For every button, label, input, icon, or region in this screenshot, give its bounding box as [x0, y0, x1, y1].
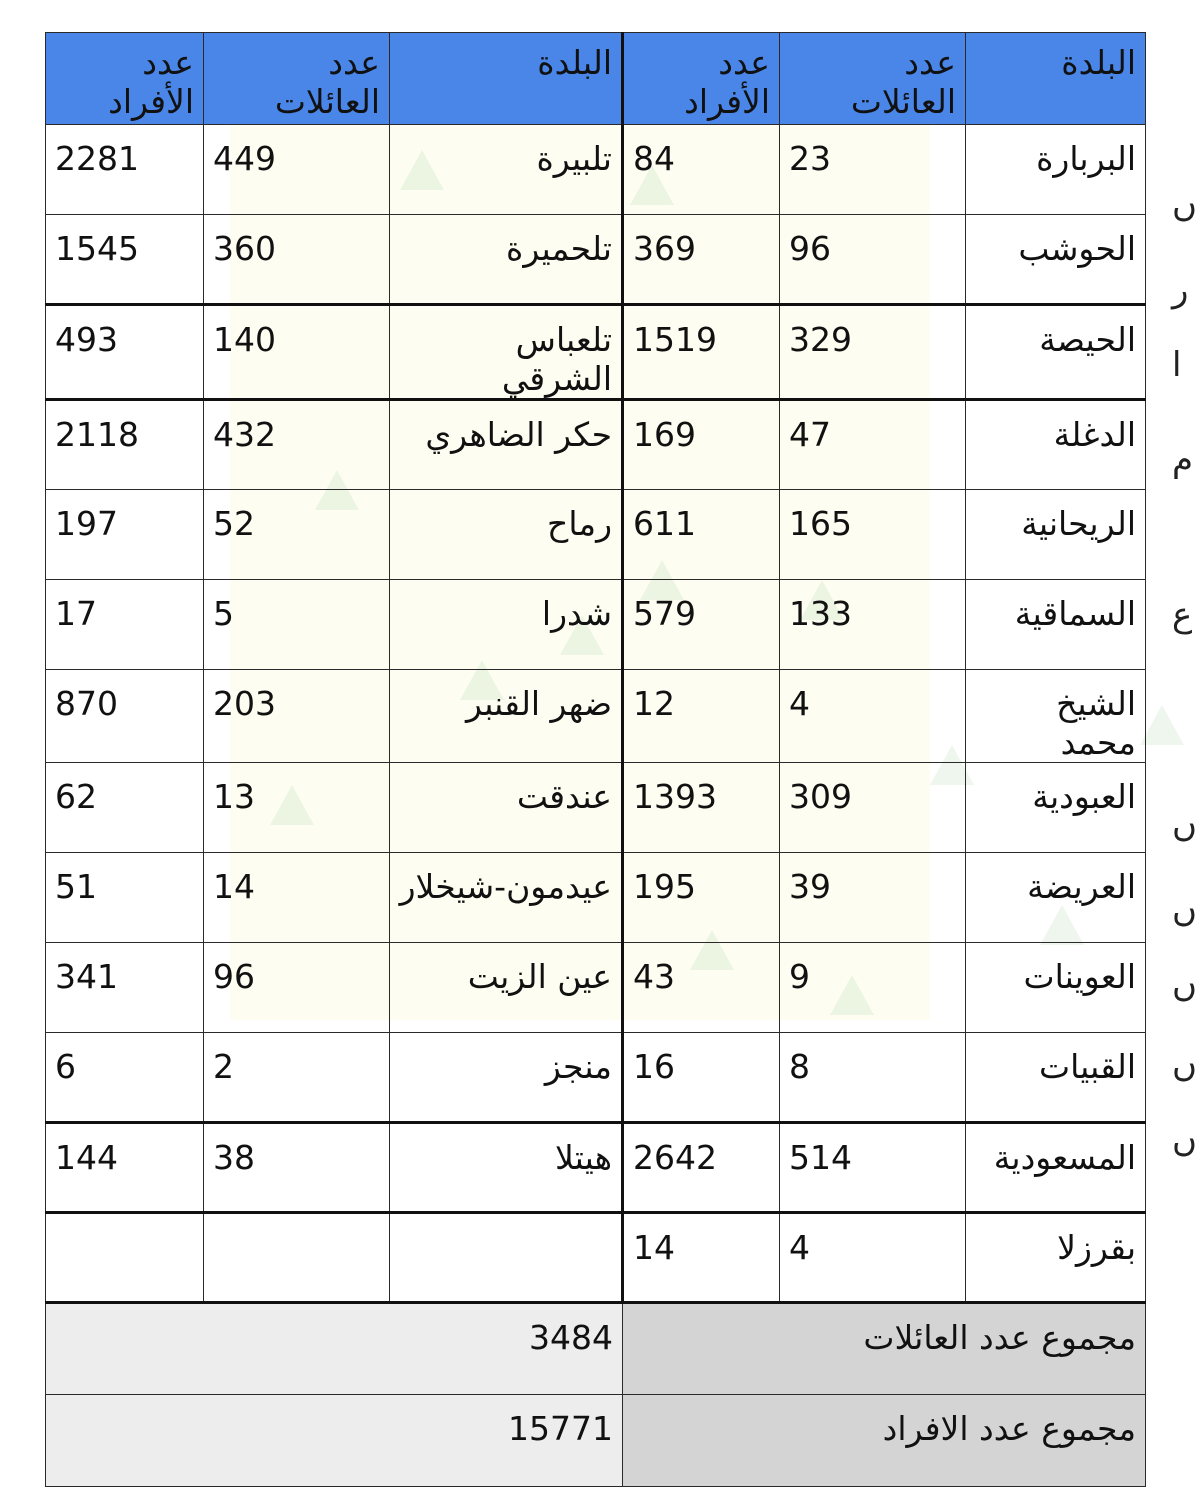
table-row — [46, 400, 1146, 490]
cell-town: ضهر القنبر — [390, 670, 623, 763]
total-people-value: 15771 — [46, 1395, 623, 1487]
header-row — [46, 33, 1146, 125]
cell-families: 203 — [204, 670, 390, 763]
cell-people: 169 — [623, 400, 780, 490]
cell-people: 14 — [623, 1213, 780, 1303]
cell-families: 432 — [204, 400, 390, 490]
cell-town: شدرا — [390, 580, 623, 670]
cell-town: الريحانية — [966, 490, 1146, 580]
table-row — [46, 305, 1146, 400]
table-row — [46, 853, 1146, 943]
cell-people: 43 — [623, 943, 780, 1033]
total-people-row — [46, 1395, 1146, 1487]
total-people-label: مجموع عدد الافراد — [623, 1395, 1146, 1487]
cell-people: 870 — [46, 670, 204, 763]
edge-glyph: ں — [1172, 1120, 1197, 1160]
cell-people: 51 — [46, 853, 204, 943]
cell-town: بقرزلا — [966, 1213, 1146, 1303]
cell-people: 2642 — [623, 1123, 780, 1213]
cell-town: تلبيرة — [390, 125, 623, 215]
edge-glyph: ں — [1172, 890, 1197, 930]
cell-town: العريضة — [966, 853, 1146, 943]
header-families-left: عدد العائلات — [204, 33, 390, 125]
cell-town: عندقت — [390, 763, 623, 853]
cell-town: رماح — [390, 490, 623, 580]
cell-town: منجز — [390, 1033, 623, 1123]
table-row — [46, 1123, 1146, 1213]
cell-people: 1545 — [46, 215, 204, 305]
cell-families: 38 — [204, 1123, 390, 1213]
table-row — [46, 580, 1146, 670]
cell-families: 4 — [780, 1213, 966, 1303]
cell-people: 1519 — [623, 305, 780, 400]
cell-people: 17 — [46, 580, 204, 670]
cell-town: الدغلة — [966, 400, 1146, 490]
edge-glyph: ا — [1172, 345, 1182, 385]
edge-glyph: ں — [1172, 185, 1197, 225]
cell-people: 84 — [623, 125, 780, 215]
cell-town — [390, 1213, 623, 1303]
edge-glyph: م — [1172, 440, 1194, 480]
cell-people: 12 — [623, 670, 780, 763]
cell-families: 140 — [204, 305, 390, 400]
cell-people: 2281 — [46, 125, 204, 215]
cell-people: 611 — [623, 490, 780, 580]
cell-families: 449 — [204, 125, 390, 215]
table-row — [46, 125, 1146, 215]
cell-people: 1393 — [623, 763, 780, 853]
cell-town: العوينات — [966, 943, 1146, 1033]
table-row — [46, 490, 1146, 580]
cell-people: 341 — [46, 943, 204, 1033]
cell-town: تلحميرة — [390, 215, 623, 305]
cell-town: عيدمون-شيخلار — [390, 853, 623, 943]
cell-families: 2 — [204, 1033, 390, 1123]
cell-families: 52 — [204, 490, 390, 580]
total-families-row — [46, 1303, 1146, 1395]
cell-town: الشيخ محمد — [966, 670, 1146, 763]
cell-families: 165 — [780, 490, 966, 580]
cell-families: 309 — [780, 763, 966, 853]
cell-town: عين الزيت — [390, 943, 623, 1033]
edge-glyph: ں — [1172, 1045, 1197, 1085]
cell-town: الحيصة — [966, 305, 1146, 400]
cell-people: 144 — [46, 1123, 204, 1213]
cell-families: 133 — [780, 580, 966, 670]
cell-town: العبودية — [966, 763, 1146, 853]
cell-people: 6 — [46, 1033, 204, 1123]
header-town-right: البلدة — [966, 33, 1146, 125]
cell-families: 360 — [204, 215, 390, 305]
cell-town: حكر الضاهري — [390, 400, 623, 490]
cell-people: 62 — [46, 763, 204, 853]
cell-people: 2118 — [46, 400, 204, 490]
cell-families: 9 — [780, 943, 966, 1033]
edge-glyph: ں — [1172, 965, 1197, 1005]
cell-town: السماقية — [966, 580, 1146, 670]
cell-families — [204, 1213, 390, 1303]
header-town-left: البلدة — [390, 33, 623, 125]
cell-families: 514 — [780, 1123, 966, 1213]
cell-families: 329 — [780, 305, 966, 400]
table-row — [46, 943, 1146, 1033]
header-people-left: عدد الأفراد — [46, 33, 204, 125]
cell-people: 369 — [623, 215, 780, 305]
edge-glyph: ں — [1172, 805, 1197, 845]
cell-families: 8 — [780, 1033, 966, 1123]
total-families-label: مجموع عدد العائلات — [623, 1303, 1146, 1395]
cell-people: 16 — [623, 1033, 780, 1123]
cell-families: 23 — [780, 125, 966, 215]
cell-families: 47 — [780, 400, 966, 490]
table-row — [46, 763, 1146, 853]
header-families-right: عدد العائلات — [780, 33, 966, 125]
cell-people: 579 — [623, 580, 780, 670]
cell-people — [46, 1213, 204, 1303]
cell-families: 4 — [780, 670, 966, 763]
header-people-right: عدد الأفراد — [623, 33, 780, 125]
cell-town: البربارة — [966, 125, 1146, 215]
edge-glyph: ع — [1172, 595, 1193, 635]
cell-people: 197 — [46, 490, 204, 580]
cell-town: هيتلا — [390, 1123, 623, 1213]
cell-town: الحوشب — [966, 215, 1146, 305]
cell-families: 96 — [204, 943, 390, 1033]
table-row — [46, 670, 1146, 763]
cell-people: 195 — [623, 853, 780, 943]
cell-families: 96 — [780, 215, 966, 305]
cell-town: المسعودية — [966, 1123, 1146, 1213]
edge-glyph: ر — [1172, 270, 1189, 310]
cell-town: تلعباس الشرقي — [390, 305, 623, 400]
cell-town: القبيات — [966, 1033, 1146, 1123]
table-row — [46, 215, 1146, 305]
cell-families: 14 — [204, 853, 390, 943]
cell-families: 13 — [204, 763, 390, 853]
watermark-tree-icon — [1140, 705, 1184, 745]
population-table — [45, 32, 1146, 1487]
table-row — [46, 1213, 1146, 1303]
cell-people: 493 — [46, 305, 204, 400]
total-families-value: 3484 — [46, 1303, 623, 1395]
cell-families: 5 — [204, 580, 390, 670]
table-row — [46, 1033, 1146, 1123]
cell-families: 39 — [780, 853, 966, 943]
